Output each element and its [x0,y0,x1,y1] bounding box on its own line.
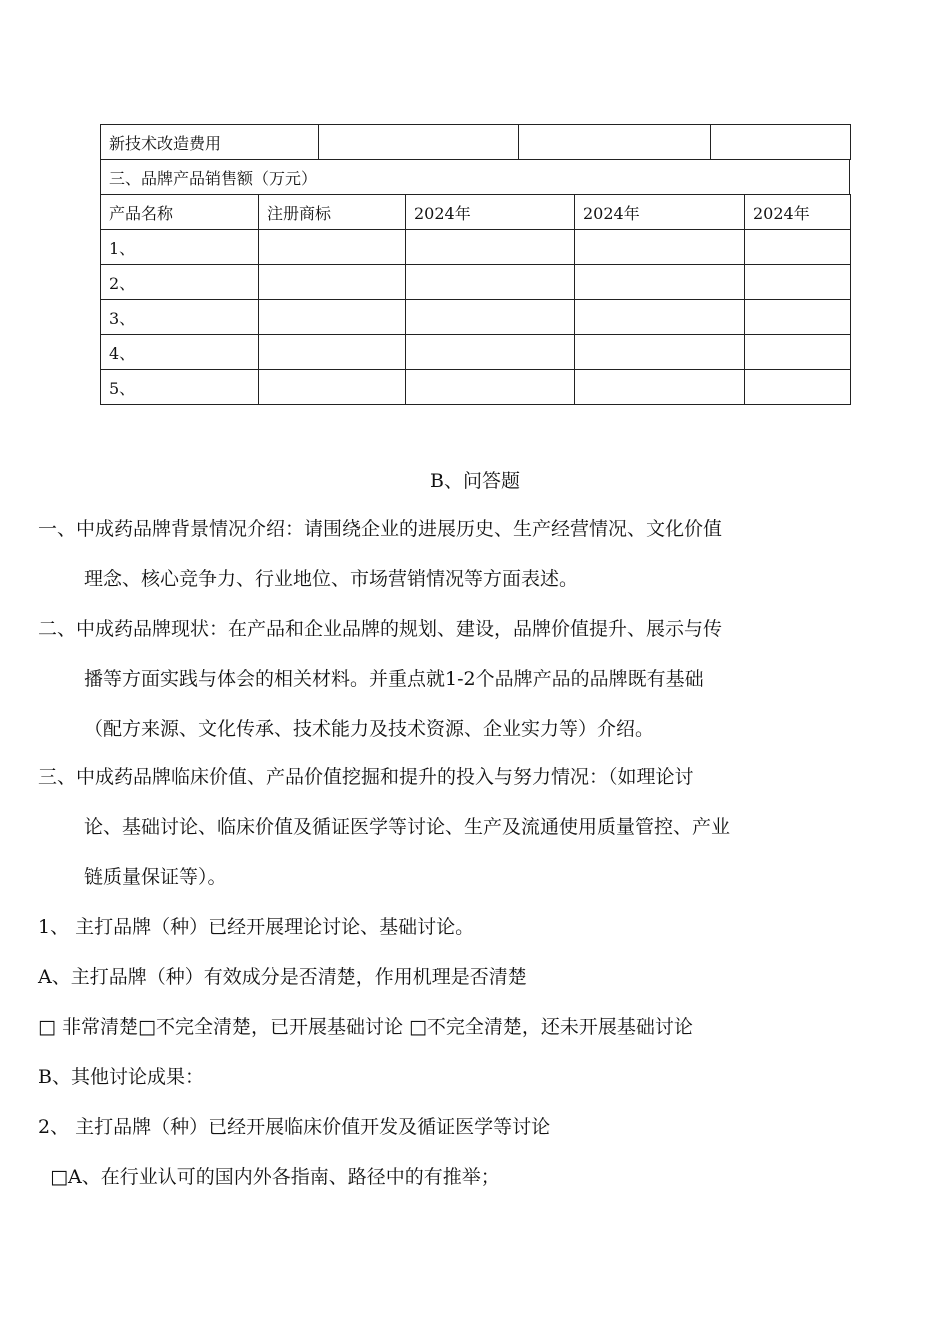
table-cell [259,230,406,265]
table-cell [745,265,851,300]
table-cell [575,335,745,370]
row-number: 5、 [101,370,259,405]
tech-cost-table [100,124,851,160]
question-1-line-1: 一、中成药品牌背景情况介绍：请围绕企业的进展历史、生产经营情况、文化价值 [38,518,723,540]
table-cell [259,335,406,370]
item-b-line: B、其他讨论成果： [38,1066,204,1088]
row-number: 3、 [101,300,259,335]
table-row [101,300,851,335]
table-cell [575,265,745,300]
table-cell [259,265,406,300]
question-3-line-3: 链质量保证等）。 [84,866,227,888]
item-a-line: A、主打品牌（种）有效成分是否清楚，作用机理是否清楚 [38,966,527,988]
table-cell [575,370,745,405]
question-2-line-1: 二、中成药品牌现状：在产品和企业品牌的规划、建设，品牌价值提升、展示与传 [38,618,723,640]
table-cell [745,370,851,405]
table-cell [406,335,575,370]
table-row [101,125,851,160]
table-cell [745,300,851,335]
table-cell [575,300,745,335]
table-row [101,160,850,195]
table-row [101,230,851,265]
table-cell [711,125,851,160]
section-b-heading: B、问答题 [430,470,520,492]
sales-section-title: 三、品牌产品销售额（万元） [101,160,850,195]
table-cell [259,370,406,405]
table-cell [575,230,745,265]
header-product-name: 产品名称 [101,195,259,230]
table-cell [259,300,406,335]
table-cell [319,125,519,160]
question-3-line-1: 三、中成药品牌临床价值、产品价值挖掘和提升的投入与努力情况：（如理论讨 [38,766,694,788]
question-3 [38,752,858,902]
question-1 [38,504,858,604]
header-year-3: 2024年 [745,195,851,230]
table-row [101,370,851,405]
sales-data-table [100,194,851,405]
header-year-1: 2024年 [406,195,575,230]
table-cell [745,335,851,370]
table-cell [745,230,851,265]
row-number: 4、 [101,335,259,370]
table-cell [519,125,711,160]
question-2-line-3: （配方来源、文化传承、技术能力及技术资源、企业实力等）介绍。 [84,718,655,740]
row-number: 2、 [101,265,259,300]
item-2-line: 2、 主打品牌（种）已经开展临床价值开发及循证医学等讨论 [38,1116,551,1138]
question-1-line-2: 理念、核心竞争力、行业地位、市场营销情况等方面表述。 [84,568,579,590]
row-number: 1、 [101,230,259,265]
table-cell [406,230,575,265]
table-cell [406,265,575,300]
table-row [101,335,851,370]
question-3-line-2: 论、基础讨论、临床价值及循证医学等讨论、生产及流通使用质量管控、产业 [84,816,731,838]
header-trademark: 注册商标 [259,195,406,230]
sales-title-table [100,159,850,195]
table-cell [406,370,575,405]
item-1-line: 1、 主打品牌（种）已经开展理论讨论、基础讨论。 [38,916,475,938]
header-year-2: 2024年 [575,195,745,230]
question-2-line-2: 播等方面实践与体会的相关材料。并重点就1-2个品牌产品的品牌既有基础 [84,668,704,690]
checkbox-a-line[interactable]: □A、在行业认可的国内外各指南、路径中的有推举； [38,1166,500,1188]
table-row [101,265,851,300]
tech-cost-label: 新技术改造费用 [101,125,319,160]
table-header-row [101,195,851,230]
question-2 [38,604,858,754]
checkbox-options-line[interactable]: □ 非常清楚□不完全清楚，已开展基础讨论 □不完全清楚，还未开展基础讨论 [38,1016,693,1038]
table-cell [406,300,575,335]
